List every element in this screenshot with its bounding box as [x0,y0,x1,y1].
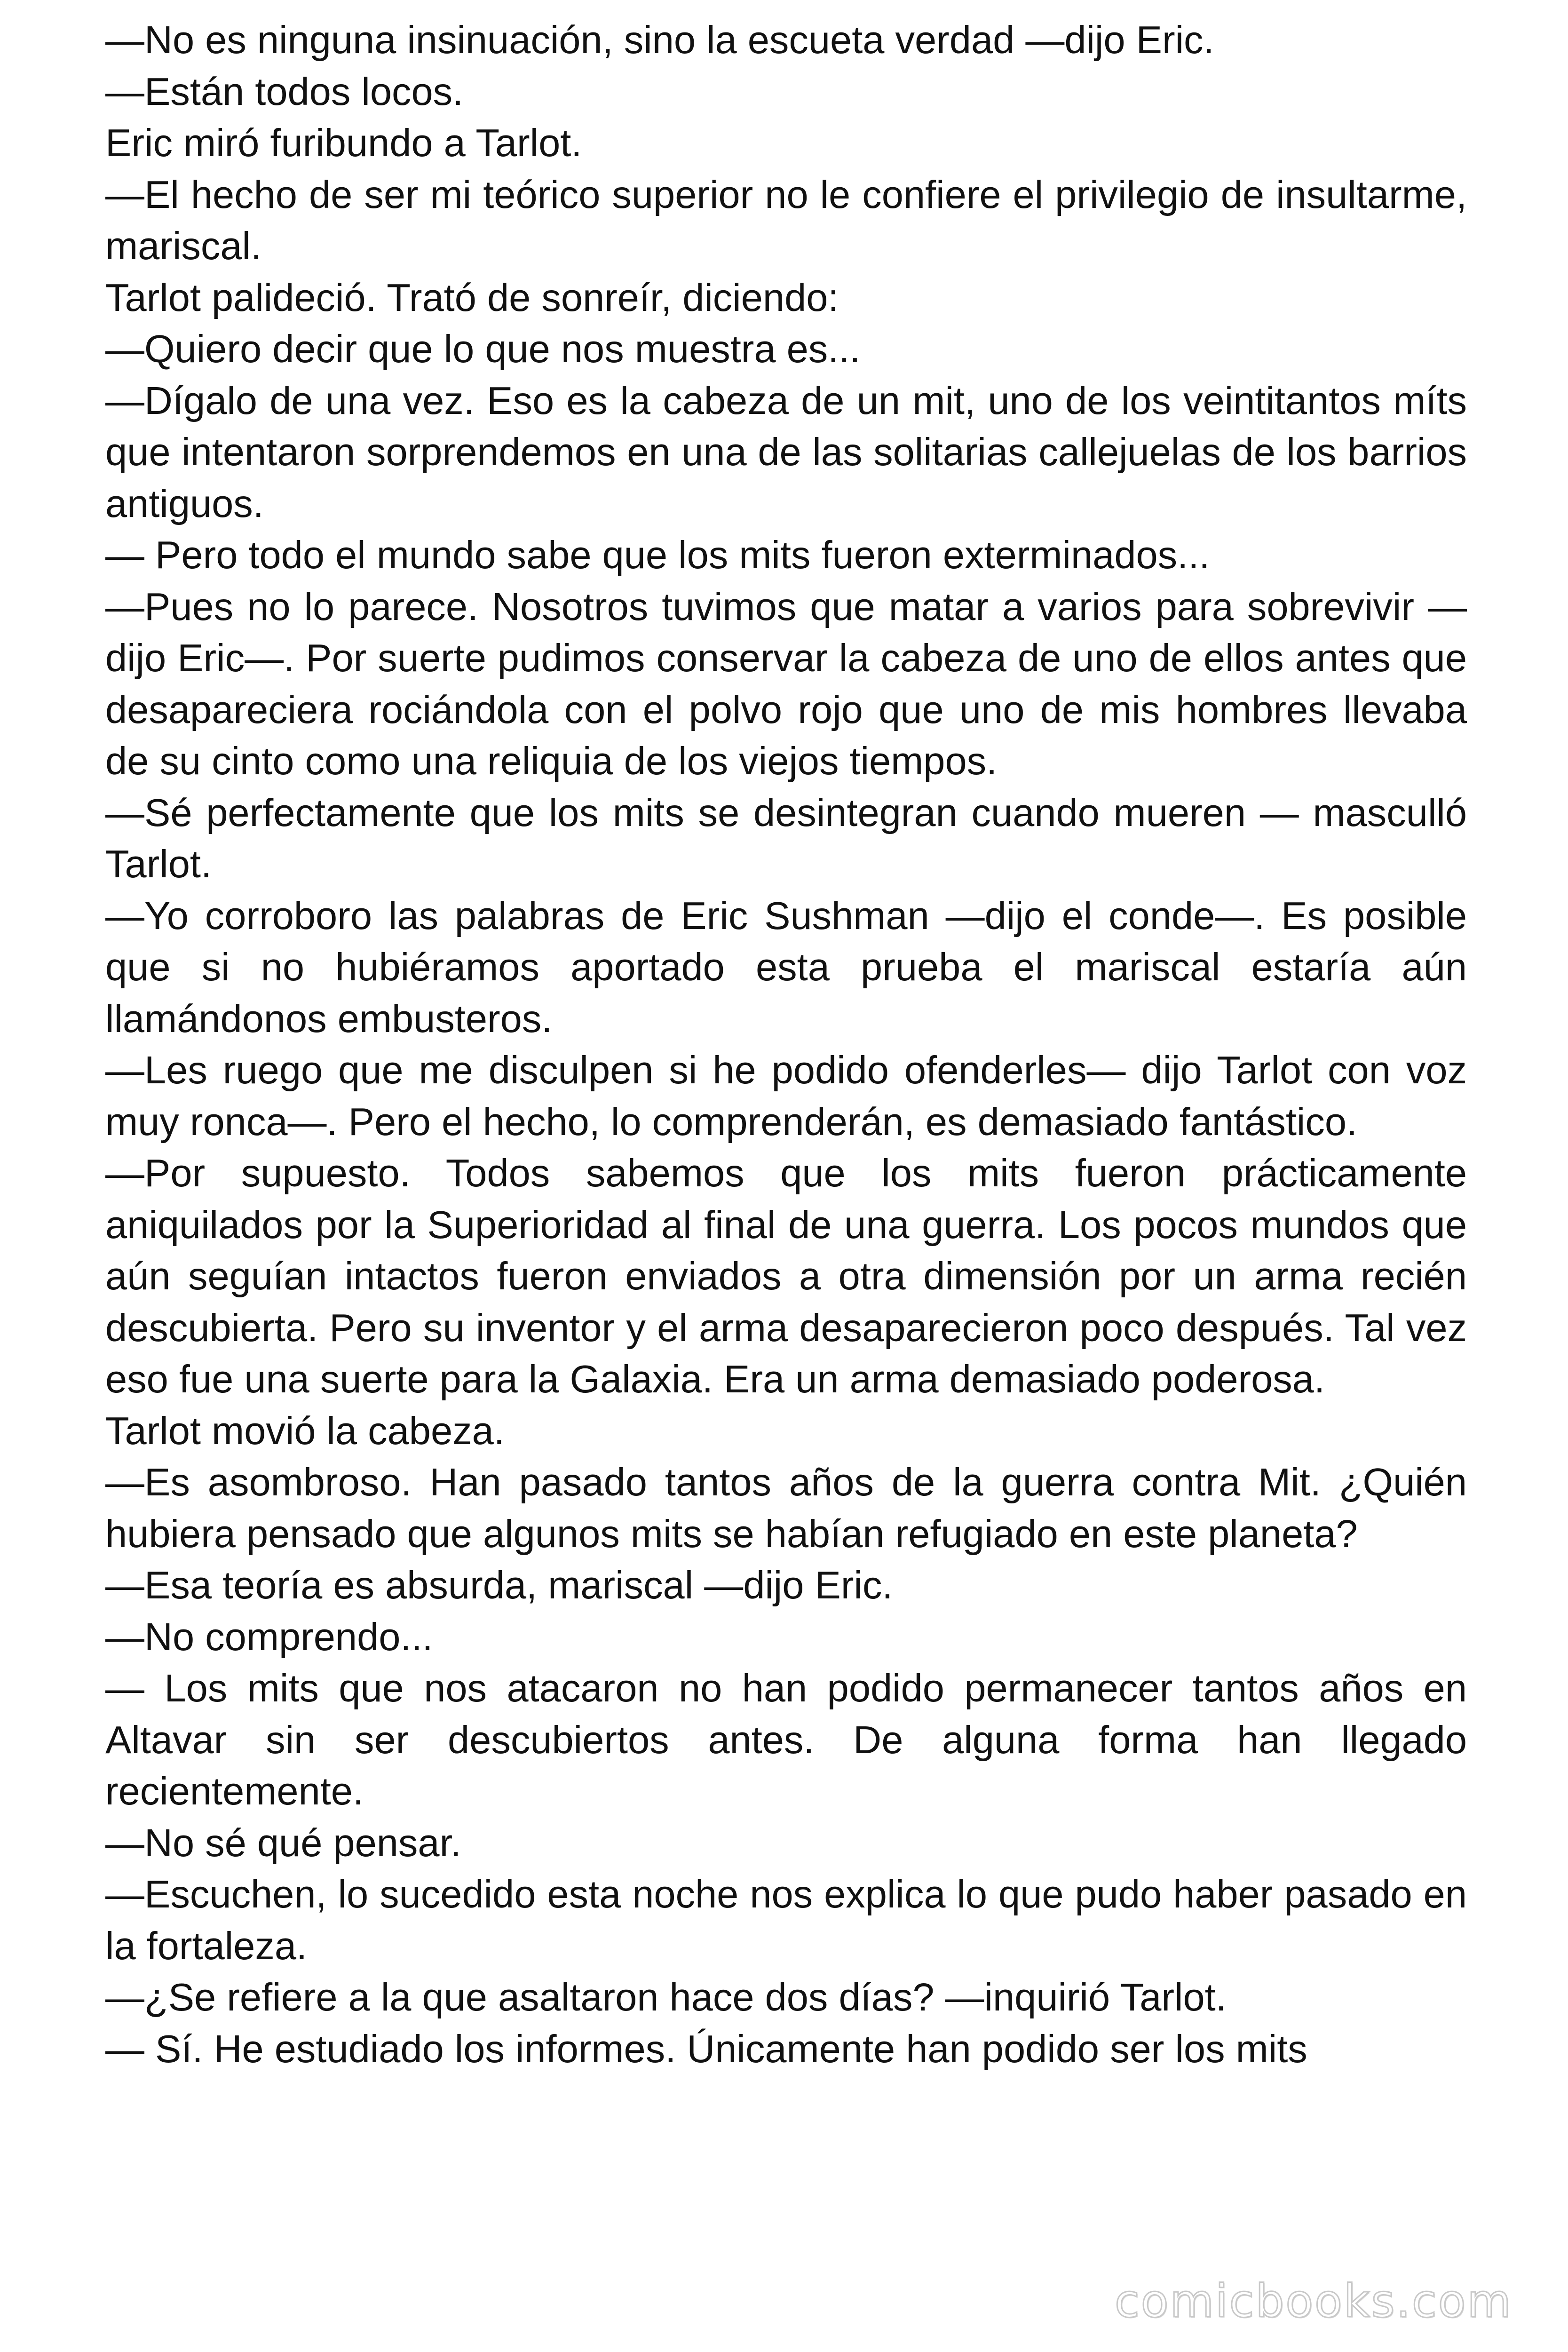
paragraph-1: —No es ninguna insinuación, sino la escueta verdad —dijo Eric. [105,18,1214,62]
paragraph-16: —Esa teoría es absurda, mariscal —dijo Eric. [105,1563,893,1607]
paragraph-4: —El hecho de ser mi teórico superior no le confiere el privilegio de insultarme, mariscal. [105,172,1467,268]
paragraph-22: — Sí. He estudiado los informes. Únicamente han podido ser los mits [105,2026,1307,2071]
paragraph-2: —Están todos locos. [105,69,464,113]
paragraph-3: Eric miró furibundo a Tarlot. [105,121,582,165]
paragraph-17: —No comprendo... [105,1614,433,1659]
paragraph-13: —Por supuesto. Todos sabemos que los mits fueron prácticamente aniquilados por la Superioridad al final de una guerra. Los pocos mundos que aún seguían intactos fueron enviados a otra dimensión por un arma recién descubierta. Pero su inventor y el arma desaparecieron poco después. Tal vez eso fue una suerte para la Galaxia. Era un arma demasiado poderosa. [105,1151,1467,1401]
paragraph-20: —Escuchen, lo sucedido esta noche nos explica lo que pudo haber pasado en la fortaleza. [105,1872,1467,1968]
paragraph-15: —Es asombroso. Han pasado tantos años de la guerra contra Mit. ¿Quién hubiera pensado que algunos mits se habían refugiado en este planeta? [105,1460,1467,1556]
paragraph-8: — Pero todo el mundo sabe que los mits fueron exterminados... [105,533,1210,577]
paragraph-5: Tarlot palideció. Trató de sonreír, diciendo: [105,275,839,319]
site-watermark: comicbooks.com [1114,2275,1513,2328]
paragraph-6: —Quiero decir que lo que nos muestra es... [105,327,861,371]
paragraph-18: — Los mits que nos atacaron no han podido permanecer tantos años en Altavar sin ser descubiertos antes. De alguna forma han llegado recientemente. [105,1666,1467,1813]
paragraph-10: —Sé perfectamente que los mits se desintegran cuando mueren — masculló Tarlot. [105,790,1467,886]
page-text-column [105,14,1467,2074]
paragraph-12: —Les ruego que me disculpen si he podido ofenderles— dijo Tarlot con voz muy ronca—. Pero el hecho, lo comprenderán, es demasiado fantástico. [105,1048,1467,1144]
paragraph-14: Tarlot movió la cabeza. [105,1408,505,1453]
paragraph-7: —Dígalo de una vez. Eso es la cabeza de un mit, uno de los veintitantos míts que intentaron sorprendemos en una de las solitarias callejuelas de los barrios antiguos. [105,378,1467,525]
paragraph-11: —Yo corroboro las palabras de Eric Sushman —dijo el conde—. Es posible que si no hubiéramos aportado esta prueba el mariscal estaría aún llamándonos embusteros. [105,893,1467,1041]
paragraph-19: —No sé qué pensar. [105,1820,461,1865]
paragraph-21: —¿Se refiere a la que asaltaron hace dos días? —inquirió Tarlot. [105,1975,1227,2019]
paragraph-9: —Pues no lo parece. Nosotros tuvimos que matar a varios para sobrevivir —dijo Eric—. Por suerte pudimos conservar la cabeza de uno de ellos antes que desapareciera rociándola con el polvo rojo que uno de mis hombres llevaba de su cinto como una reliquia de los viejos tiempos. [105,584,1467,783]
